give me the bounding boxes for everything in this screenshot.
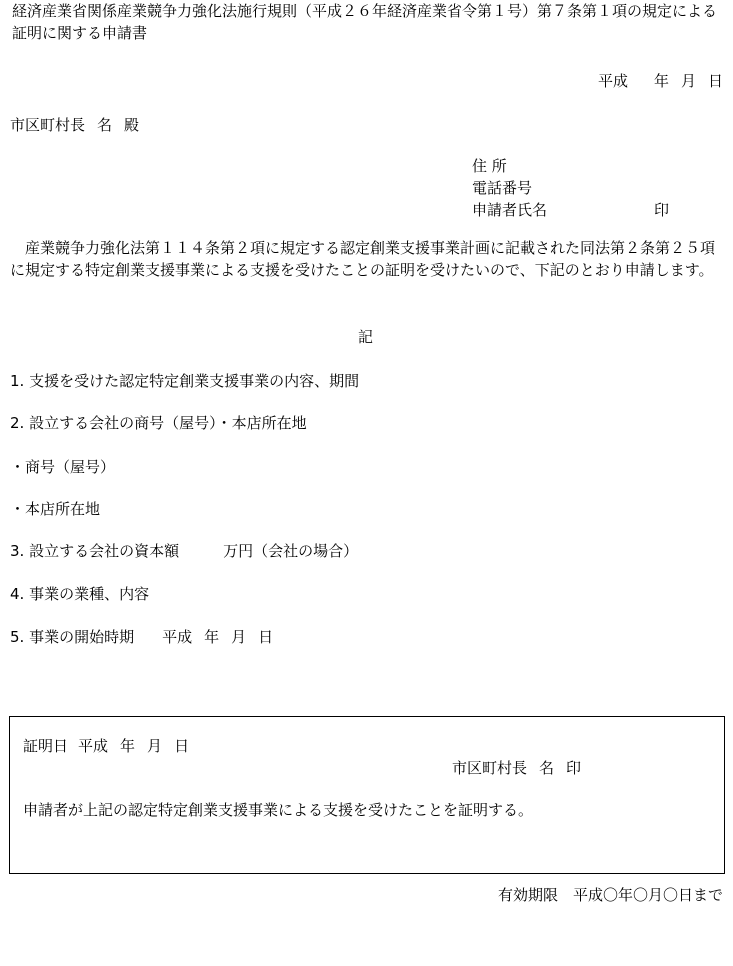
- date-day-unit: 日: [707, 72, 723, 90]
- addressee-name: 名: [97, 116, 113, 134]
- certificate-mayor: 市区町村長: [452, 759, 528, 777]
- certificate-name: 名: [539, 759, 555, 777]
- ki-heading: 記: [358, 328, 374, 346]
- item-5-year: 年: [204, 628, 220, 646]
- item-5-era: 平成: [162, 628, 193, 646]
- item-5-label: 5. 事業の開始時期: [10, 628, 135, 646]
- applicant-name-label: 申請者氏名: [472, 201, 548, 219]
- applicant-name-row: [472, 199, 669, 221]
- application-date: [598, 70, 723, 92]
- applicant-phone-label: 電話番号: [472, 179, 533, 197]
- validity-period: 有効期限 平成〇年〇月〇日まで: [497, 886, 723, 904]
- addressee-mayor: 市区町村長: [10, 116, 86, 134]
- certificate-era: 平成: [78, 737, 109, 755]
- item-trade-name: ・商号（屋号）: [10, 458, 116, 476]
- document-title: 経済産業省関係産業競争力強化法施行規則（平成２６年経済産業省令第１号）第７条第１項の規定による証明に関する申請書: [12, 2, 718, 42]
- date-month-unit: 月: [680, 72, 696, 90]
- addressee-honorific: 殿: [124, 116, 140, 134]
- certificate-box: [9, 716, 725, 874]
- item-3-label: 3. 設立する会社の資本額: [10, 542, 180, 560]
- certificate-date: [23, 735, 189, 757]
- certificate-month-unit: 月: [147, 737, 163, 755]
- item-4: 4. 事業の業種、内容: [10, 585, 150, 603]
- certificate-signer: [452, 757, 581, 779]
- certificate-seal: 印: [566, 759, 582, 777]
- addressee: [10, 114, 139, 136]
- date-era: 平成: [597, 72, 628, 90]
- item-2: 2. 設立する会社の商号（屋号）・本店所在地: [10, 414, 307, 432]
- certificate-statement: 申請者が上記の認定特定創業支援事業による支援を受けたことを証明する。: [23, 801, 534, 819]
- item-3: [10, 540, 358, 562]
- applicant-seal: 印: [654, 201, 670, 219]
- item-5: [10, 626, 273, 648]
- item-1: 1. 支援を受けた認定特定創業支援事業の内容、期間: [10, 372, 360, 390]
- certificate-day-unit: 日: [174, 737, 190, 755]
- item-5-month: 月: [231, 628, 247, 646]
- certificate-date-label: 証明日: [23, 737, 69, 755]
- date-year-unit: 年: [653, 72, 669, 90]
- item-head-office: ・本店所在地: [10, 500, 101, 518]
- item-3-unit: 万円（会社の場合）: [223, 542, 359, 560]
- applicant-address-label: 住 所: [472, 157, 507, 175]
- body-text-content: 産業競争力強化法第１１４条第２項に規定する認定創業支援事業計画に記載された同法第２条第２５項に規定する特定創業支援事業による支援を受けたことの証明を受けたいので、下記のとおり申請します。: [10, 239, 716, 279]
- certificate-year-unit: 年: [120, 737, 136, 755]
- item-5-day: 日: [258, 628, 274, 646]
- body-text: [10, 237, 726, 281]
